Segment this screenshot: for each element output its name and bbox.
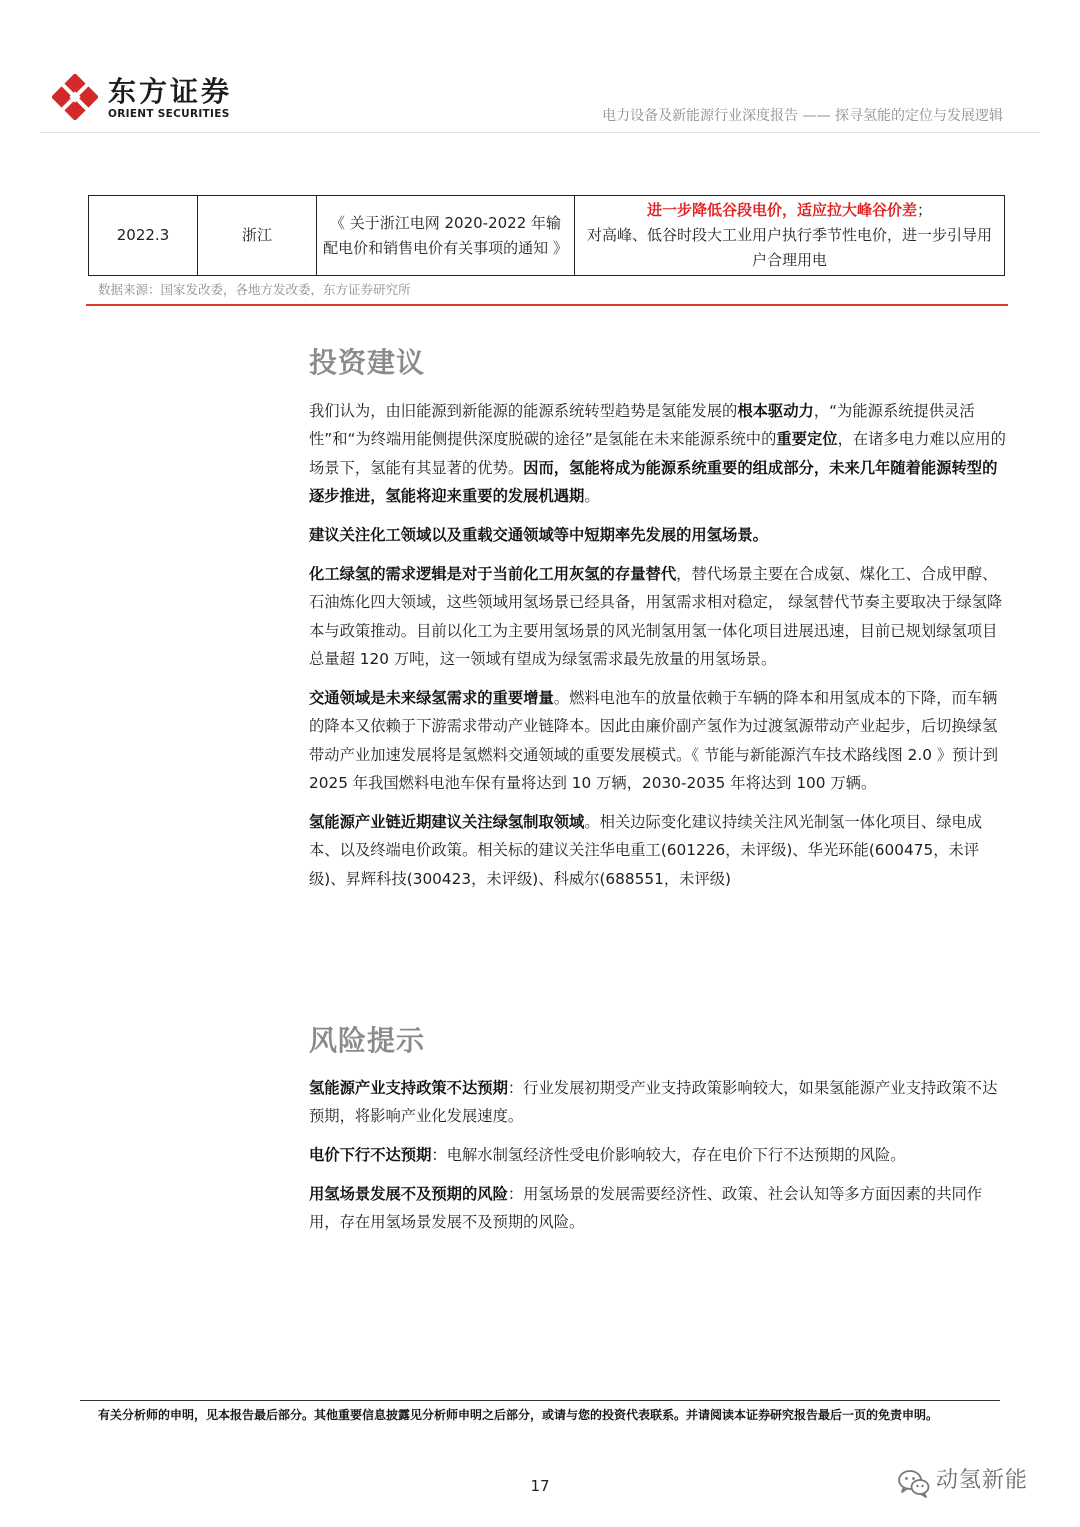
footer-disclaimer: 有关分析师的申明，见本报告最后部分。其他重要信息披露见分析师申明之后部分，或请与您的投资代表联系。并请阅读本证券研究报告最后一页的免责申明。 bbox=[98, 1408, 939, 1422]
investment-section-title: 投资建议 bbox=[309, 346, 426, 379]
bold-span: 氢能源产业链近期建议关注绿氢制取领域 bbox=[309, 813, 585, 831]
text-span: ：电解水制氢经济性受电价影响较大，存在电价下行不达预期的风险。 bbox=[431, 1146, 906, 1164]
report-title: 电力设备及新能源行业深度报告 —— 探寻氢能的定位与发展逻辑 bbox=[602, 108, 1003, 124]
bold-span: 交通领域是未来绿氢需求的重要增量 bbox=[309, 689, 554, 707]
bold-span: 建议关注化工领域以及重载交通领域等中短期率先发展的用氢场景。 bbox=[309, 526, 768, 544]
text-span: ，“为能源系统提供灵活性”和“为终端用能侧提供深度脱碳的途径”是氢能在未来能源系统中的 bbox=[309, 402, 975, 449]
watermark-text: 动氢新能 bbox=[936, 1468, 1029, 1493]
document-cell: 《 关于浙江电网 2020-2022 年输配电价和销售电价有关事项的通知 》 bbox=[317, 196, 575, 276]
invest-paragraph-1 bbox=[309, 397, 1009, 510]
bold-span: 电价下行不达预期 bbox=[309, 1146, 432, 1164]
text-span: 。相关边际变化建议持续关注风光制氢一体化项目、绿电成本、以及终端电价政策。相关标的建议关注华电重工(601226，未评级)、华光环能(600475，未评级)、昇辉科技(300423，未评级)、科威尔(688551，未评级) bbox=[309, 813, 983, 888]
wechat-icon bbox=[896, 1465, 932, 1501]
section-divider bbox=[86, 304, 1008, 306]
risk-section-title: 风险提示 bbox=[309, 1024, 426, 1057]
brand-name-cn: 东方证券 bbox=[108, 75, 233, 108]
date-cell: 2022.3 bbox=[89, 196, 198, 276]
invest-paragraph-4 bbox=[309, 684, 1009, 797]
text-span: ，替代场景主要在合成氨、煤化工、合成甲醇、石油炼化四大领域，这些领域用氢场景已经具备，用氢需求相对稳定， 绿氢替代节奏主要取决于绿氢降本与政策推动。目前以化工为主要用氢场景的风光制氢用氢一体化项目进展迅速，目前已规划绿氢项目总量超 120 万吨，这一领域有望成为绿氢需求最先放量的用氢场景。 bbox=[309, 565, 1003, 668]
bold-span: 重要定位 bbox=[776, 430, 838, 449]
risk-item-3 bbox=[309, 1180, 1009, 1237]
invest-paragraph-5 bbox=[309, 808, 1009, 893]
orient-securities-logo bbox=[52, 74, 98, 120]
data-source: 数据来源：国家发改委，各地方发改委，东方证券研究所 bbox=[98, 282, 411, 297]
brand-name-en: ORIENT SECURITIES bbox=[108, 108, 230, 120]
bold-span: 根本驱动力 bbox=[737, 402, 814, 420]
bold-span: 化工绿氢的需求逻辑是对于当前化工用灰氢的存量替代 bbox=[309, 565, 677, 583]
text-span: ：行业发展初期受产业支持政策影响较大，如果氢能源产业支持政策不达预期，将影响产业化发展速度。 bbox=[309, 1079, 998, 1126]
footer-divider bbox=[80, 1400, 1000, 1401]
content-highlight-suffix: ； bbox=[917, 201, 933, 219]
text-span: 。 bbox=[584, 486, 600, 505]
policy-table bbox=[88, 195, 1005, 276]
invest-paragraph-3 bbox=[309, 560, 1009, 673]
table-row bbox=[89, 196, 1005, 276]
bold-span: 用氢场景发展不及预期的风险 bbox=[309, 1185, 508, 1203]
region-cell: 浙江 bbox=[198, 196, 317, 276]
page-number: 17 bbox=[530, 1477, 550, 1495]
text-span: ，在诸多电力难以应用的场景下，氢能有其显著的优势。 bbox=[309, 430, 1006, 477]
content-highlight: 进一步降低谷段电价，适应拉大峰谷价差 bbox=[646, 201, 917, 219]
bold-span: 氢能源产业支持政策不达预期 bbox=[309, 1079, 508, 1097]
text-span: 我们认为，由旧能源到新能源的能源系统转型趋势是氢能发展的 bbox=[309, 402, 738, 420]
bold-span: 因而，氢能将成为能源系统重要的组成部分，未来几年随着能源转型的逐步推进，氢能将迎来重要的发展机遇期 bbox=[309, 458, 998, 505]
content-cell bbox=[575, 196, 1005, 276]
risk-item-1 bbox=[309, 1074, 1009, 1131]
risk-item-2 bbox=[309, 1141, 1009, 1169]
text-span: 。燃料电池车的放量依赖于车辆的降本和用氢成本的下降，而车辆的降本又依赖于下游需求带动产业链降本。因此由廉价副产氢作为过渡氢源带动产业起步，后切换绿氢带动产业加速发展将是氢燃料交通领域的重要发展模式。《 节能与新能源汽车技术路线图 2.0 》预计到 2025 年我国燃料电池车保有量将达到 10 万辆，2030-2035 年将达到 100 万辆。 bbox=[309, 689, 999, 792]
invest-paragraph-2 bbox=[309, 521, 1009, 549]
content-rest: 对高峰、低谷时段大工业用户执行季节性电价，进一步引导用户合理用电 bbox=[586, 226, 992, 269]
text-span: ：用氢场景的发展需要经济性、政策、社会认知等多方面因素的共同作用，存在用氢场景发展不及预期的风险。 bbox=[309, 1185, 983, 1232]
header-divider bbox=[40, 132, 1040, 133]
